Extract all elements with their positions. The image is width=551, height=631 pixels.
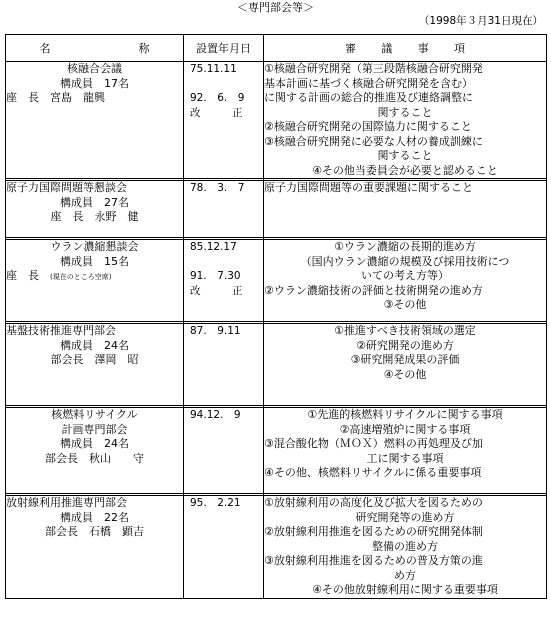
committee-name-text: 構成員 15名 [60, 254, 129, 268]
committee-name-line [6, 62, 183, 77]
table-row [6, 181, 547, 238]
established-date-line: 91. 7.30 [190, 270, 241, 282]
deliberation-matter-line: ①放射線利用の高度化及び拡大を図るための [264, 496, 483, 509]
established-date-cell [184, 240, 264, 322]
committee-name-text: 構成員 27名 [60, 195, 129, 209]
established-date-cell [184, 324, 264, 406]
committee-name-line [6, 408, 183, 423]
committee-name-text: ウラン濃縮懇談会 [50, 240, 139, 253]
deliberation-matter-line: ④その他放射線利用に関する重要事項 [312, 583, 498, 596]
committee-name-line [6, 339, 183, 354]
committee-table [5, 34, 547, 599]
committee-name-text: 核燃料リサイクル [51, 408, 138, 421]
deliberation-matter-line: 研究開発等の進め方 [355, 510, 455, 524]
deliberation-matter-line: ①ウラン濃縮の長期的進め方 [334, 240, 476, 253]
established-date-line: 改 正 [190, 284, 243, 297]
deliberation-matter-line: め方 [394, 568, 416, 582]
deliberation-matter-line: ②研究開発の進め方 [356, 338, 454, 352]
deliberation-matter-line: ②高速増殖炉に関する事項 [339, 422, 471, 436]
header-deliberation-char-4: 項 [453, 42, 465, 55]
deliberation-matters-cell [264, 62, 547, 179]
table-row [6, 324, 547, 406]
deliberation-matter-line: ②核融合研究開発の国際協力に関すること [264, 120, 472, 133]
deliberation-matter-line: ④その他当委員会が必要と認めること [312, 163, 498, 177]
table-body [6, 62, 547, 599]
established-date-line: 92. 6. 9 [190, 92, 245, 104]
header-name [6, 35, 184, 62]
established-date-line [184, 255, 263, 270]
committee-name-line [6, 423, 183, 438]
committee-name-line [6, 353, 183, 368]
committee-name-line [6, 269, 183, 285]
deliberation-matter-line: ③混合酸化物（ＭＯＸ）燃料の再処理及び加 [264, 437, 483, 450]
deliberation-matter-line: 基本計画に基づく核融合研究開発を含む） [264, 76, 473, 90]
deliberation-matters-cell [264, 240, 547, 322]
committee-name-line [6, 511, 183, 526]
table-row [6, 62, 547, 179]
deliberation-matter-line: いての考え方等） [361, 269, 449, 282]
committee-name-cell [6, 324, 184, 406]
table-row [6, 240, 547, 322]
deliberation-matters-cell [264, 324, 547, 406]
table-header-row [6, 35, 547, 62]
established-date-cell [184, 181, 264, 238]
established-date-line: 85.12.17 [190, 241, 237, 253]
deliberation-matters-cell [264, 496, 547, 599]
committee-name-cell [6, 496, 184, 599]
committee-name-text: 放射線利用推進専門部会 [6, 496, 127, 509]
deliberation-matter-line: 整備の進め方 [372, 539, 438, 553]
header-established: 設置年月日 [184, 35, 264, 62]
committee-name-line [6, 240, 183, 255]
committee-name-line [6, 437, 183, 452]
committee-name-text: 構成員 24名 [60, 437, 129, 450]
header-name-char-1: 名 [39, 42, 51, 55]
established-date-cell [184, 408, 264, 494]
committee-name-text: 構成員 22名 [60, 510, 129, 524]
committee-name-line [6, 77, 183, 92]
header-name-char-2: 称 [138, 42, 150, 55]
established-date-line: 改 正 [190, 106, 243, 119]
committee-name-cell [6, 408, 184, 494]
deliberation-matter-line: 原子力国際問題等の重要課題に関すること [264, 181, 473, 194]
deliberation-matter-line: ①核融合研究開発（第三段階核融合研究開発 [264, 62, 483, 75]
deliberation-matter-line: 工に関する事項 [366, 451, 444, 465]
committee-name-cell [6, 181, 184, 238]
deliberation-matters-cell [264, 181, 547, 238]
deliberation-matters-cell [264, 408, 547, 494]
committee-name-line [6, 496, 183, 511]
deliberation-matter-line: ②ウラン濃縮技術の評価と技術開発の進め方 [264, 283, 483, 297]
table-row [6, 408, 547, 494]
committee-name-line [6, 452, 183, 467]
committee-name-text: 核融合会議 [67, 62, 122, 75]
committee-name-text: 構成員 17名 [60, 76, 129, 90]
committee-name-cell [6, 240, 184, 322]
committee-name-text: 座 長 宮島 龍興 [6, 91, 105, 104]
committee-name-text: 部会長 秋山 守 [45, 451, 144, 465]
committee-name-text: 構成員 24名 [60, 338, 129, 352]
committee-name-text: 座 長 [6, 269, 50, 282]
committee-name-line [6, 91, 183, 106]
deliberation-matter-line: （国内ウラン濃縮の規模及び採用技術につ [300, 254, 510, 268]
deliberation-matter-line: ③放射線利用推進を図るための普及方策の進 [264, 554, 483, 567]
committee-name-text: 計画専門部会 [61, 422, 128, 436]
deliberation-matter-line: ①推進すべき技術領域の選定 [334, 324, 476, 337]
committee-name-line [6, 181, 183, 196]
deliberation-matter-line: ②放射線利用推進を図るための研究開発体制 [264, 525, 483, 538]
committee-name-line [6, 255, 183, 270]
header-deliberation [264, 35, 547, 62]
established-date-line: 78. 3. 7 [190, 182, 245, 194]
established-date-cell [184, 62, 264, 179]
committee-name-cell [6, 62, 184, 179]
header-deliberation-char-3: 事 [417, 42, 429, 55]
established-date-cell [184, 496, 264, 599]
header-deliberation-char-2: 議 [381, 42, 393, 55]
deliberation-matter-line: に関する計画の総合的推進及び連絡調整に [264, 91, 473, 104]
deliberation-matter-line: 関すること [377, 105, 433, 119]
committee-name-text: 原子力国際問題等懇談会 [6, 181, 127, 194]
table-row [6, 496, 547, 599]
committee-name-text: 部会長 石橋 顕吉 [45, 525, 144, 538]
deliberation-matter-line: ③研究開発成果の評価 [350, 353, 460, 366]
deliberation-matter-line: ④その他 [383, 367, 427, 381]
vacancy-note: (現在のところ空席) [50, 273, 112, 281]
established-date-line: 87. 9.11 [190, 325, 241, 337]
header-deliberation-char-1: 審 [345, 42, 356, 55]
committee-name-line [6, 324, 183, 339]
established-date-line [184, 77, 263, 92]
deliberation-matter-line: ③その他 [383, 298, 427, 311]
deliberation-matter-line: ①先進的核燃料リサイクルに関する事項 [307, 408, 503, 421]
established-date-line: 75.11.11 [190, 63, 237, 75]
deliberation-matter-line: ④その他、核燃料リサイクルに係る重要事項 [264, 466, 482, 479]
deliberation-matter-line: 関すること [377, 149, 433, 162]
committee-name-text: 座 長 永野 健 [50, 210, 139, 223]
as-of-date: （1998年３月31日現在） [418, 15, 543, 27]
committee-name-line [6, 210, 183, 225]
committee-name-line [6, 525, 183, 540]
established-date-line: 95. 2.21 [190, 497, 241, 509]
committee-name-text: 部会長 澤岡 昭 [50, 353, 139, 366]
deliberation-matter-line: ③核融合研究開発に必要な人材の養成訓練に [264, 134, 483, 148]
committee-name-text: 基盤技術推進専門部会 [6, 324, 116, 337]
committee-name-line [6, 196, 183, 211]
page-title: ＜専門部会等＞ [237, 1, 314, 14]
established-date-line: 94.12. 9 [190, 409, 241, 421]
